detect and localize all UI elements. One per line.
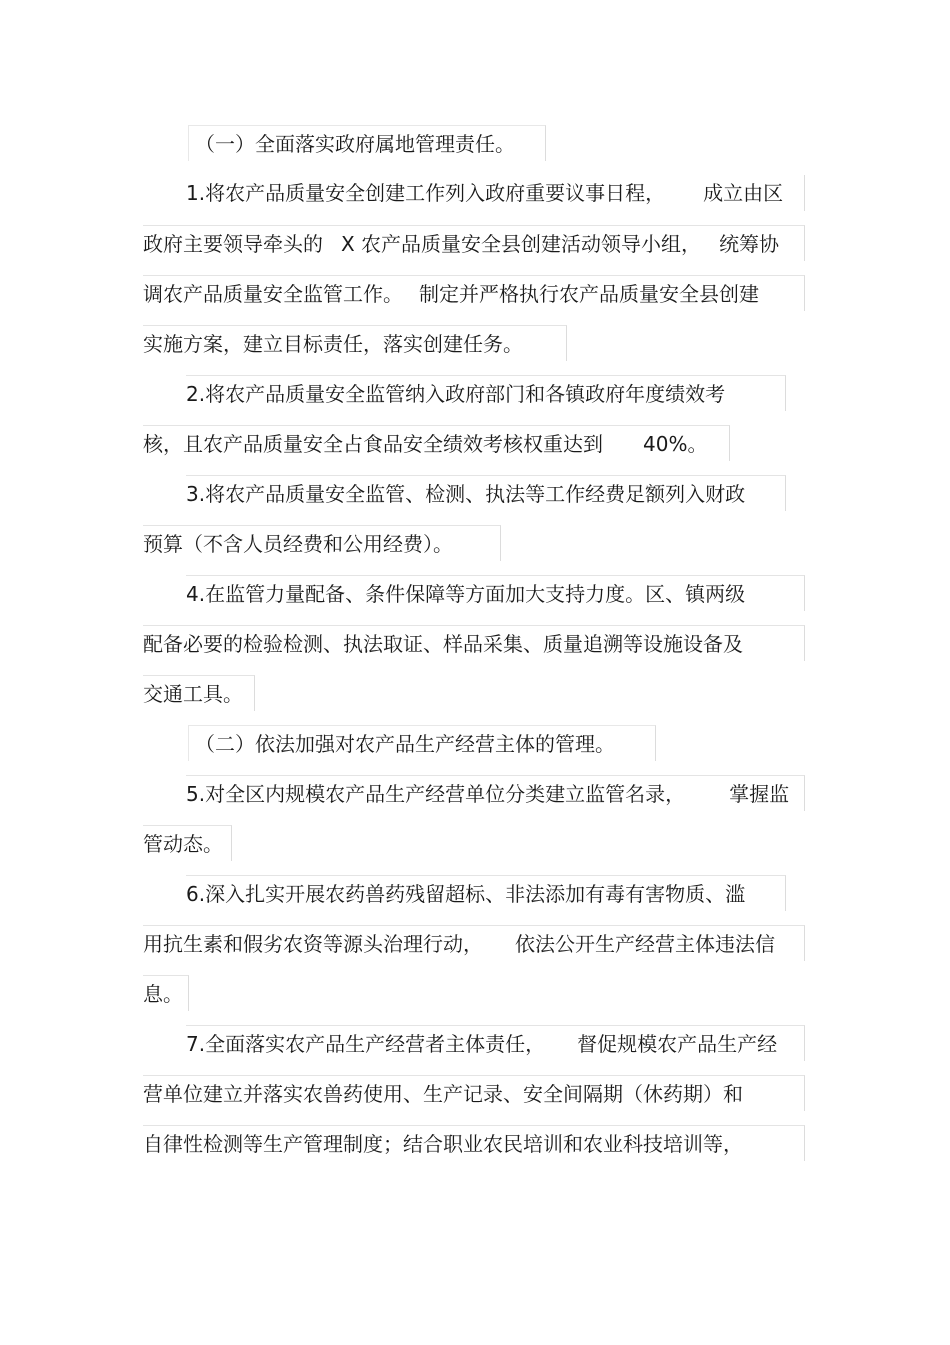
paragraph-line xyxy=(186,575,805,611)
paragraph-line xyxy=(143,825,232,861)
line-text: 2.将农产品质量安全监管纳入政府部门和各镇政府年度绩效考 xyxy=(186,382,726,406)
line-text: （一）全面落实政府属地管理责任。 xyxy=(195,132,515,156)
paragraph-line xyxy=(186,475,786,511)
line-text: 5.对全区内规模农产品生产经营单位分类建立监管名录， xyxy=(186,782,686,806)
line-text: 息。 xyxy=(143,982,183,1006)
paragraph-line xyxy=(143,325,567,361)
line-text: 掌握监 xyxy=(729,782,790,806)
paragraph-line xyxy=(143,1125,805,1161)
line-text: 调农产品质量安全监管工作。 xyxy=(143,282,403,306)
line-text: 管动态。 xyxy=(143,832,223,856)
paragraph-line xyxy=(186,875,786,911)
line-text: 统筹协 xyxy=(719,232,780,256)
line-text: 4.在监管力量配备、条件保障等方面加大支持力度。区、镇两级 xyxy=(186,582,746,606)
paragraph-line xyxy=(186,375,786,411)
paragraph-line xyxy=(143,625,805,661)
line-text: 3.将农产品质量安全监管、检测、执法等工作经费足额列入财政 xyxy=(186,482,746,506)
line-text: 7.全面落实农产品生产经营者主体责任， xyxy=(186,1032,546,1056)
line-text: 政府主要领导牵头的 xyxy=(143,232,323,256)
paragraph-line xyxy=(186,1025,805,1061)
line-text: 配备必要的检验检测、执法取证、样品采集、质量追溯等设施设备及 xyxy=(143,632,743,656)
line-text: 营单位建立并落实农兽药使用、生产记录、安全间隔期（休药期）和 xyxy=(143,1082,743,1106)
paragraph-line xyxy=(143,525,501,561)
paragraph-line xyxy=(143,675,255,711)
paragraph-line xyxy=(143,425,730,461)
line-text: 预算（不含人员经费和公用经费）。 xyxy=(143,532,453,556)
line-text: 核，且农产品质量安全占食品安全绩效考核权重达到 xyxy=(143,432,603,456)
line-text: 实施方案，建立目标责任，落实创建任务。 xyxy=(143,332,523,356)
line-text: 6.深入扎实开展农药兽药残留超标、非法添加有毒有害物质、滥 xyxy=(186,882,746,906)
line-text: （二）依法加强对农产品生产经营主体的管理。 xyxy=(195,732,615,756)
line-text: X 农产品质量安全县创建活动领导小组， xyxy=(341,232,702,256)
paragraph-line xyxy=(143,225,805,261)
line-text: 自律性检测等生产管理制度；结合职业农民培训和农业科技培训等， xyxy=(143,1132,743,1156)
line-text: 用抗生素和假劣农资等源头治理行动， xyxy=(143,932,483,956)
line-text: 依法公开生产经营主体违法信 xyxy=(515,932,775,956)
section-heading-1 xyxy=(188,125,546,161)
paragraph-line xyxy=(186,775,805,811)
line-text: 督促规模农产品生产经 xyxy=(577,1032,778,1056)
line-text: 制定并严格执行农产品质量安全县创建 xyxy=(419,282,759,306)
paragraph-line xyxy=(143,975,189,1011)
paragraph-line xyxy=(143,275,805,311)
line-text: 交通工具。 xyxy=(143,682,243,706)
line-text: 1.将农产品质量安全创建工作列入政府重要议事日程， xyxy=(186,181,666,205)
section-heading-2 xyxy=(188,725,656,761)
paragraph-line xyxy=(143,925,805,961)
line-text: 40%。 xyxy=(643,432,708,456)
line-text: 成立由区 xyxy=(703,181,784,205)
paragraph-line xyxy=(143,1075,805,1111)
paragraph-line xyxy=(186,175,805,211)
